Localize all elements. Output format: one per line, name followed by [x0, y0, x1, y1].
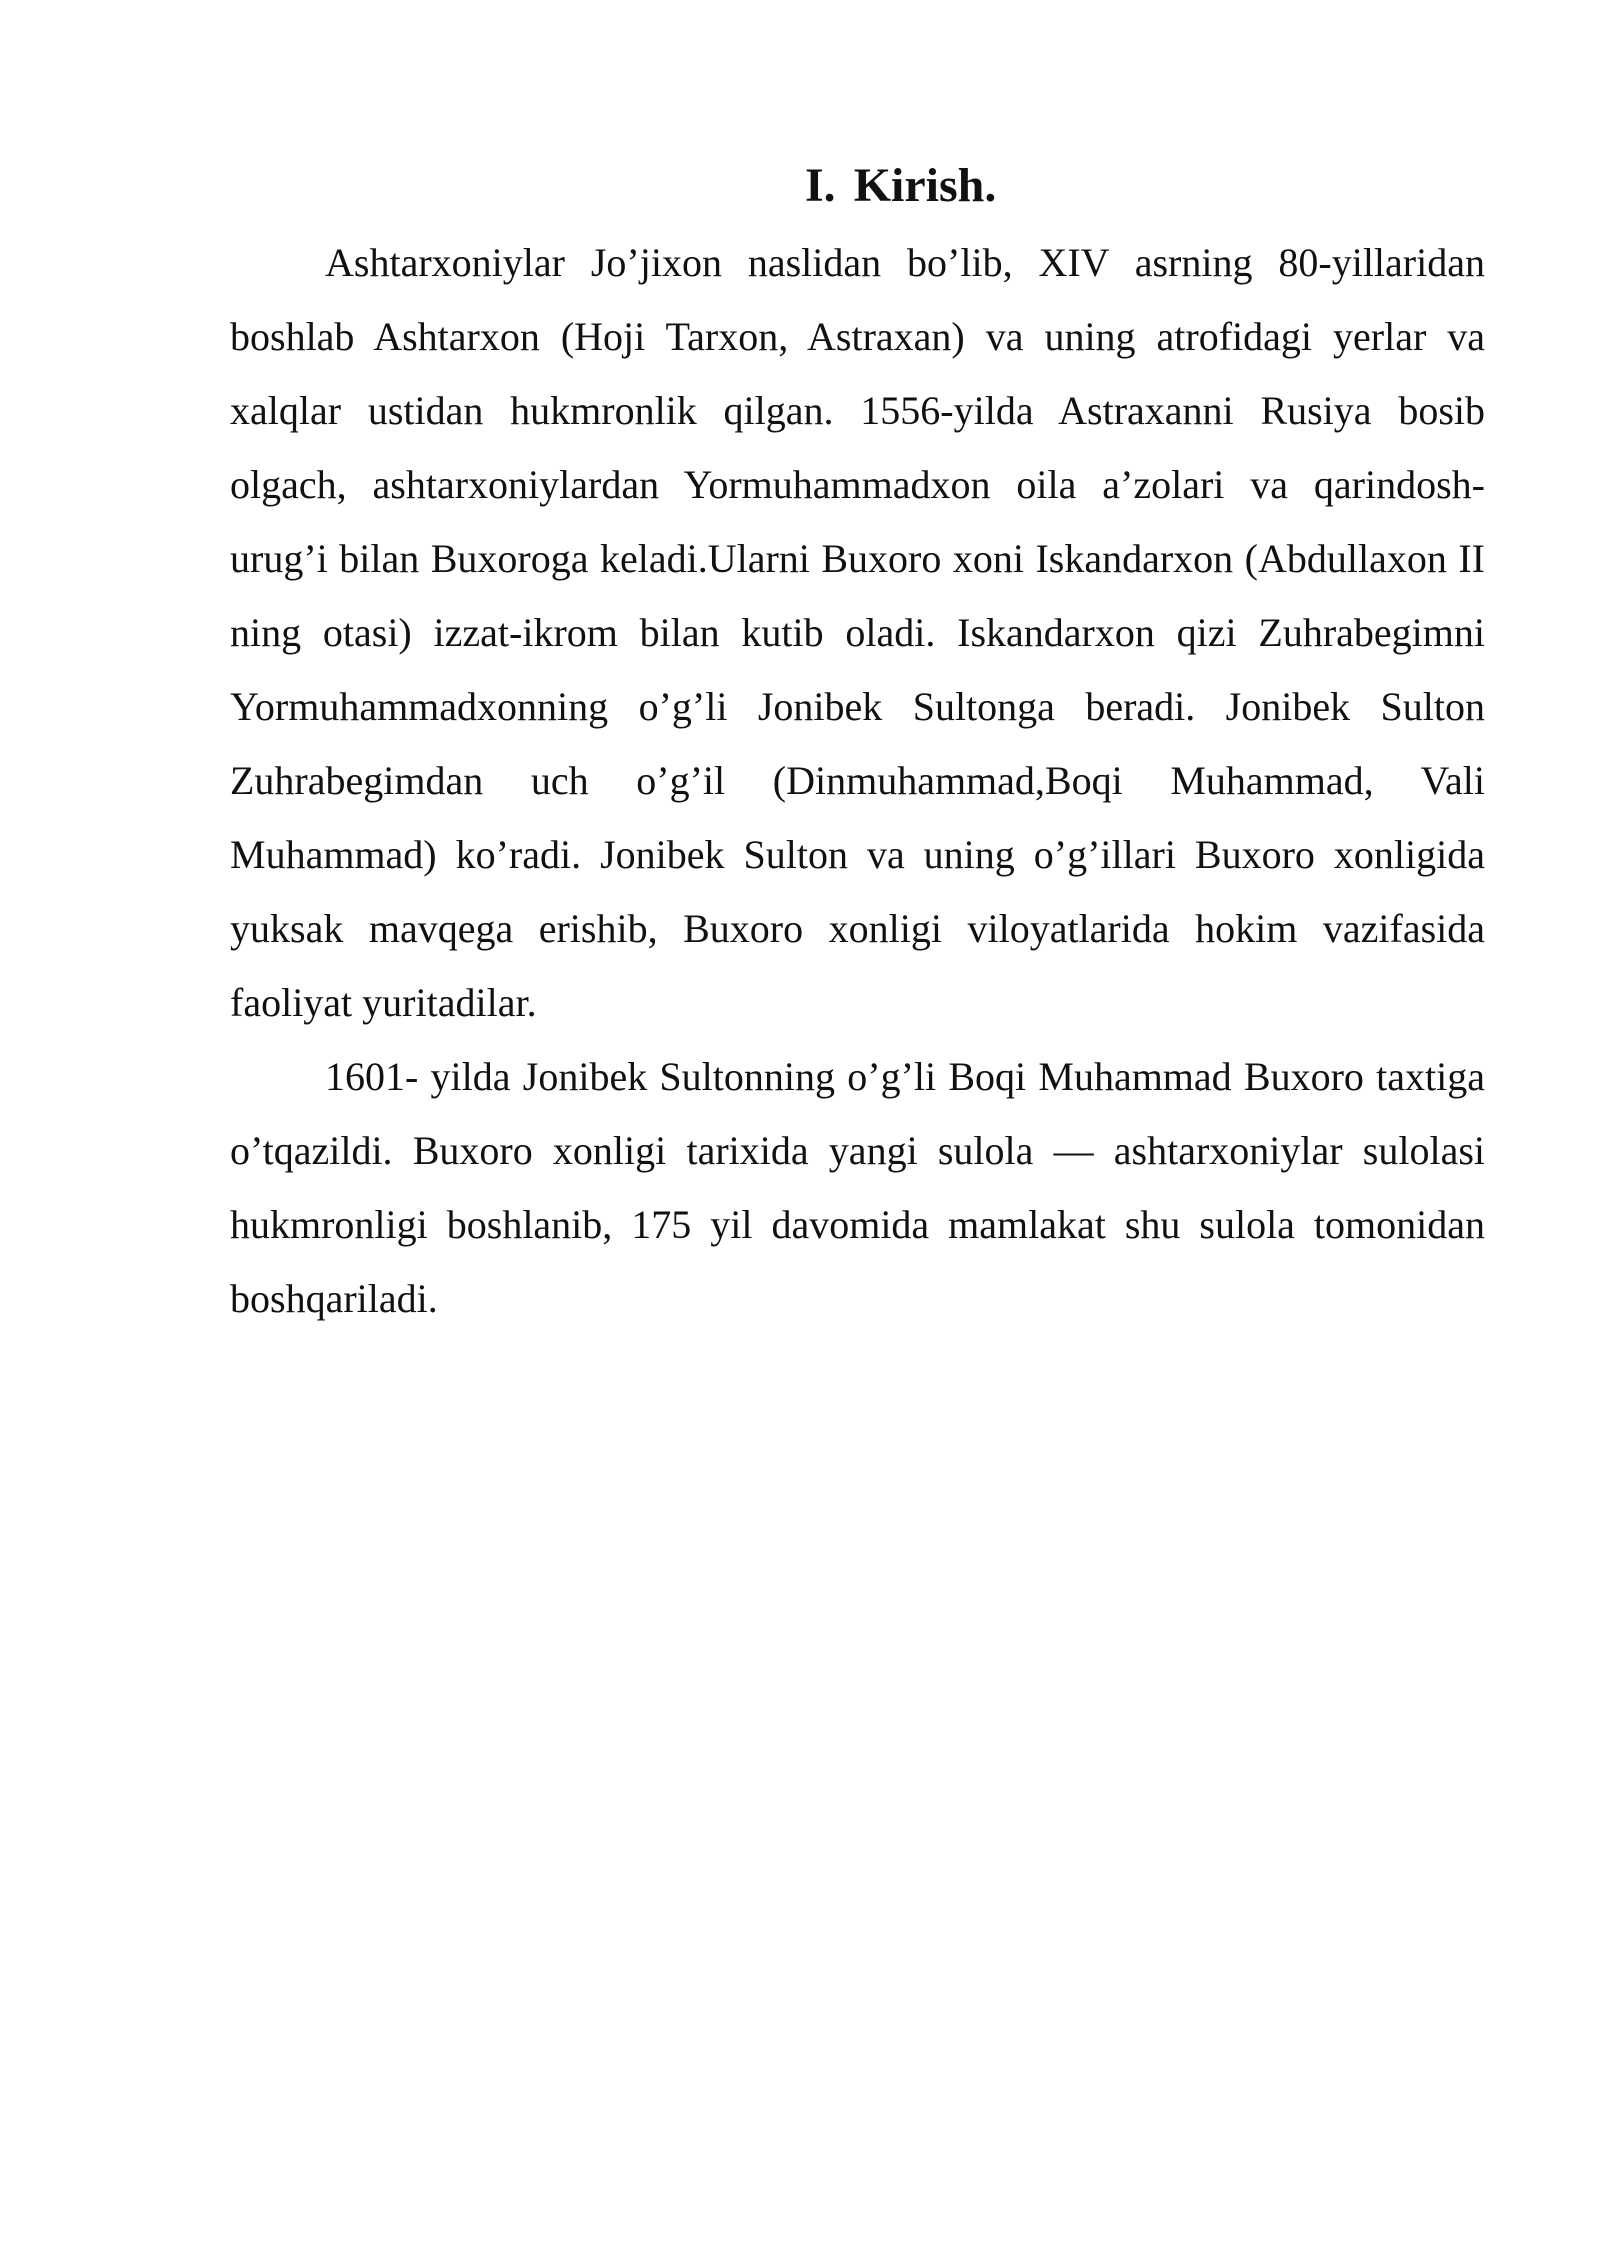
section-heading	[230, 150, 1485, 222]
section-title: Kirish.	[853, 159, 997, 212]
document-body	[230, 150, 1485, 1336]
paragraph-2: 1601- yilda Jonibek Sultonning o’g’li Boqi Muhammad Buxoro taxtiga o’tqazildi. Buxoro xonligi tarixida yangi sulola — ashtarxoniylar sulolasi hukmronligi boshlanib, 175 yil davomida mamlakat shu sulola tomonidan boshqariladi.	[230, 1054, 1485, 1321]
section-number: I.	[805, 159, 836, 212]
paragraph-1: Ashtarxoniylar Jo’jixon naslidan bo’lib, XIV asrning 80-yillaridan boshlab Ashtarxon (Hoji Tarxon, Astraxan) va uning atrofidagi yerlar va xalqlar ustidan hukmronlik qilgan. 1556-yilda Astraxanni Rusiya bosib olgach, ashtarxoniylardan Yormuhammadxon oila a’zolari va qarindosh-urug’i bilan Buxoroga keladi.Ularni Buxoro xoni Iskandarxon (Abdullaxon II ning otasi) izzat-ikrom bilan kutib oladi. Iskandarxon qizi Zuhrabegimni Yormuhammadxonning o’g’li Jonibek Sultonga beradi. Jonibek Sulton Zuhrabegimdan uch o’g’il (Dinmuhammad,Boqi Muhammad, Vali Muhammad) ko’radi. Jonibek Sulton va uning o’g’illari Buxoro xonligida yuksak mavqega erishib, Buxoro xonligi viloyatlarida hokim vazifasida faoliyat yuritadilar.	[230, 240, 1485, 1025]
